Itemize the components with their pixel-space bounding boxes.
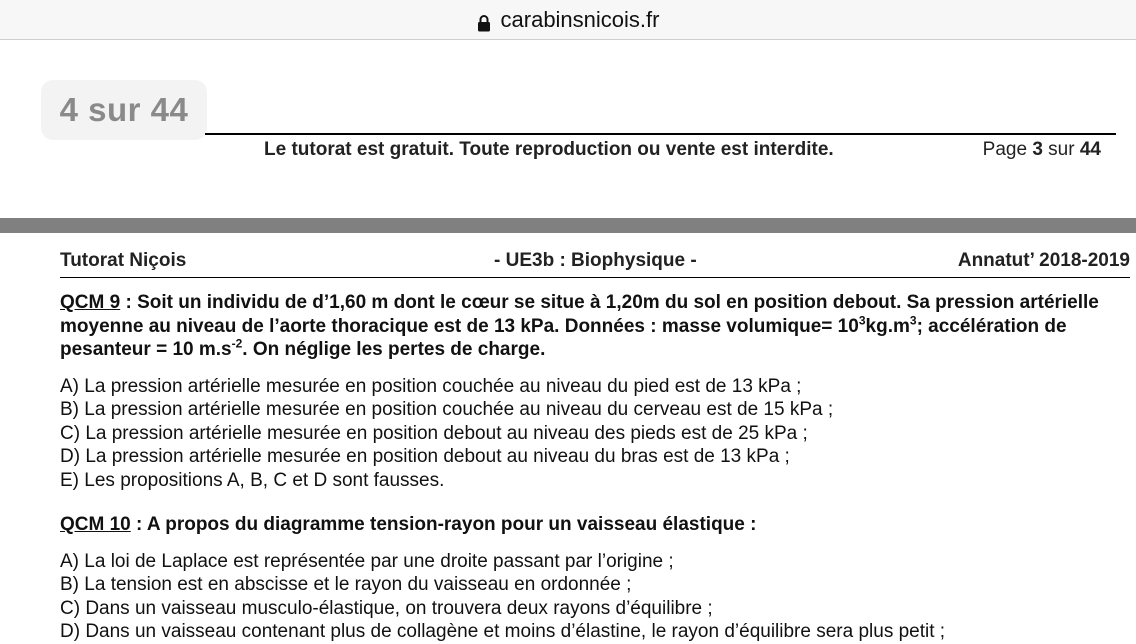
qcm-9-option-d: D) La pression artérielle mesurée en position debout au niveau du bras est de 13 kPa ; <box>60 446 790 467</box>
qcm-10-option-c: C) Dans un vaisseau musculo-élastique, on trouvera deux rayons d’équilibre ; <box>60 597 713 619</box>
url-display[interactable] <box>477 7 660 33</box>
page-indicator: 4 sur 44 <box>41 80 207 140</box>
footer-notice: Le tutorat est gratuit. Toute reproduction ou vente est interdite. <box>264 139 834 160</box>
qcm-9-option-b: B) La pression artérielle mesurée en position couchée au niveau du cerveau est de 15 kPa ; <box>60 399 834 420</box>
qcm-10-option-d: D) Dans un vaisseau contenant plus de collagène et moins d’élastine, le rayon d’équilibre sera plus petit ; <box>60 621 946 642</box>
qcm-10 <box>60 513 1120 644</box>
qcm-9-question: QCM 9 : Soit un individu de d’1,60 m dont le cœur se situe à 1,20m du sol en position debout. Sa pression artérielle moyenne au niveau de l’aorte thoracique est de 13 kPa. Données : masse volumique= $10^3kg.m^3$; accélération de pesanteur = 10 $m.s^{-2}$. On néglige les pertes de charge. <box>60 292 1099 360</box>
page-prefix: Page <box>982 139 1028 160</box>
document-header <box>60 250 1130 278</box>
qcm-9-option-c: C) La pression artérielle mesurée en position debout au niveau des pieds est de 25 kPa ; <box>60 422 808 444</box>
header-right: Annatut’ 2018-2019 <box>957 250 1130 271</box>
qcm-10-option-a: A) La loi de Laplace est représentée par une droite passant par l’origine ; <box>60 550 674 572</box>
page-current: 3 <box>1032 139 1043 160</box>
page-separator <box>0 218 1136 233</box>
page-mid: sur <box>1048 139 1075 160</box>
header-left: Tutorat Niçois <box>60 250 187 271</box>
qcm-9-option-e: E) Les propositions A, B, C et D sont fausses. <box>60 469 445 491</box>
qcm-9-option-a: A) La pression artérielle mesurée en position couchée au niveau du pied est de 13 kPa ; <box>60 375 802 397</box>
qcm-10-options <box>60 550 1120 644</box>
lock-icon <box>477 12 491 30</box>
url-text: carabinsnicois.fr <box>500 6 660 32</box>
header-center: - UE3b : Biophysique - <box>494 250 697 271</box>
qcm-9-label: QCM 9 <box>60 292 121 313</box>
header-divider <box>60 277 1130 278</box>
address-bar[interactable] <box>0 0 1136 40</box>
qcm-9 <box>60 291 1120 492</box>
qcm-10-option-b: B) La tension est en abscisse et le rayon du vaisseau en ordonnée ; <box>60 574 632 595</box>
qcm-10-question: QCM 10 : A propos du diagramme tension-rayon pour un vaisseau élastique : <box>60 514 757 535</box>
footer-page-number <box>983 139 1101 161</box>
page-total: 44 <box>1079 139 1101 160</box>
qcm-9-options <box>60 375 1120 493</box>
qcm-10-label: QCM 10 <box>60 514 131 535</box>
footer-divider <box>205 133 1116 135</box>
